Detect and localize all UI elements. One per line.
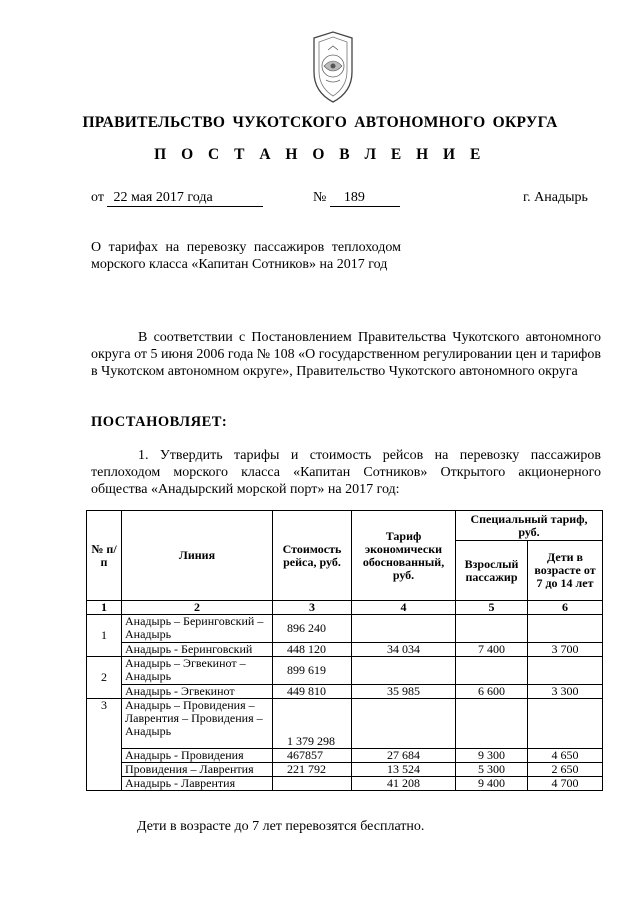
city: г. Анадырь: [523, 190, 588, 205]
tariff-cell: 34 034: [352, 643, 456, 657]
column-number-cell: 6: [528, 601, 603, 615]
adult-fare-cell: 6 600: [456, 685, 528, 699]
tariff-table: [86, 510, 603, 791]
header-row: [87, 511, 603, 541]
date-value: 22 мая 2017 года: [107, 191, 263, 207]
adult-fare-cell: [456, 699, 528, 749]
decree-number: [313, 190, 400, 207]
child-fare-cell: 3 700: [528, 643, 603, 657]
child-fare-cell: 2 650: [528, 763, 603, 777]
child-fare-cell: 3 300: [528, 685, 603, 699]
cost-cell: [273, 777, 352, 791]
route-cell: Анадырь - Эгвекинот: [122, 685, 273, 699]
table-row: [87, 699, 603, 749]
cost-cell: 899 619: [273, 657, 352, 685]
tariff-cell: [352, 699, 456, 749]
table-row: [87, 777, 603, 791]
decree-date: [91, 190, 263, 207]
route-cell: Провидения – Лаврентия: [122, 763, 273, 777]
header-special: Специальный тариф, руб.: [456, 511, 603, 541]
route-cell: Анадырь - Провидения: [122, 749, 273, 763]
table-row: [87, 749, 603, 763]
adult-fare-cell: 5 300: [456, 763, 528, 777]
decree-subject: О тарифах на перевозку пассажиров теплоходом морского класса «Капитан Сотников» на 2017 год: [91, 240, 401, 272]
coat-of-arms-emblem: [306, 28, 360, 106]
date-prefix: от: [91, 190, 104, 205]
tariff-cell: 13 524: [352, 763, 456, 777]
tariff-cell: 41 208: [352, 777, 456, 791]
cost-cell: 448 120: [273, 643, 352, 657]
number-prefix: №: [313, 190, 327, 205]
child-fare-cell: [528, 615, 603, 643]
column-numbers-row: [87, 601, 603, 615]
table-row: [87, 643, 603, 657]
cost-cell: 896 240: [273, 615, 352, 643]
row-number-cell: 1: [87, 615, 122, 657]
tariff-cell: [352, 657, 456, 685]
adult-fare-cell: [456, 615, 528, 643]
adult-fare-cell: 9 300: [456, 749, 528, 763]
column-number-cell: 2: [122, 601, 273, 615]
cost-cell: 449 810: [273, 685, 352, 699]
cost-cell: 467857: [273, 749, 352, 763]
route-cell: Анадырь - Лаврентия: [122, 777, 273, 791]
header-tariff: Тариф экономически обоснованный, руб.: [352, 511, 456, 601]
tariff-cell: 27 684: [352, 749, 456, 763]
cost-cell: 1 379 298: [273, 699, 352, 749]
cost-cell: 221 792: [273, 763, 352, 777]
column-number-cell: 5: [456, 601, 528, 615]
document-type-title: П О С Т А Н О В Л Е Н И Е: [154, 146, 486, 163]
header-adult: Взрослый пассажир: [456, 541, 528, 601]
column-number-cell: 1: [87, 601, 122, 615]
child-fare-cell: 4 650: [528, 749, 603, 763]
adult-fare-cell: 7 400: [456, 643, 528, 657]
preamble-paragraph: В соответствии с Постановлением Правительства Чукотского автономного округа от 5 июня 2006 года № 108 «О государственном регулировании цен и тарифов в Чукотском автономном округе», Правительство Чукотского автономного округа: [91, 330, 601, 379]
tariff-table-body: [87, 511, 603, 791]
clause-1: 1. Утвердить тарифы и стоимость рейсов на перевозку пассажиров теплоходом морского класса «Капитан Сотников» Открытого акционерного общества «Анадырский морской порт» на 2017 год:: [91, 448, 601, 497]
column-number-cell: 3: [273, 601, 352, 615]
adult-fare-cell: 9 400: [456, 777, 528, 791]
header-num: № п/п: [87, 511, 122, 601]
number-value: 189: [330, 191, 400, 207]
table-row: [87, 763, 603, 777]
child-fare-cell: [528, 657, 603, 685]
header-line: Линия: [122, 511, 273, 601]
table-row: [87, 657, 603, 685]
child-fare-cell: [528, 699, 603, 749]
table-row: [87, 615, 603, 643]
row-number-cell: 3: [87, 699, 122, 791]
table-row: [87, 685, 603, 699]
header-child: Дети в возрасте от 7 до 14 лет: [528, 541, 603, 601]
resolves-heading: ПОСТАНОВЛЯЕТ:: [91, 414, 228, 430]
route-cell: Анадырь – Беринговский – Анадырь: [122, 615, 273, 643]
footer-note: Дети в возрасте до 7 лет перевозятся бесплатно.: [137, 819, 425, 834]
column-number-cell: 4: [352, 601, 456, 615]
route-cell: Анадырь - Беринговский: [122, 643, 273, 657]
route-cell: Анадырь – Эгвекинот – Анадырь: [122, 657, 273, 685]
route-cell: Анадырь – Провидения – Лаврентия – Провидения – Анадырь: [122, 699, 273, 749]
header-cost: Стоимость рейса, руб.: [273, 511, 352, 601]
tariff-cell: 35 985: [352, 685, 456, 699]
tariff-cell: [352, 615, 456, 643]
government-title: ПРАВИТЕЛЬСТВО ЧУКОТСКОГО АВТОНОМНОГО ОКРУГА: [82, 114, 558, 131]
child-fare-cell: 4 700: [528, 777, 603, 791]
row-number-cell: 2: [87, 657, 122, 699]
adult-fare-cell: [456, 657, 528, 685]
